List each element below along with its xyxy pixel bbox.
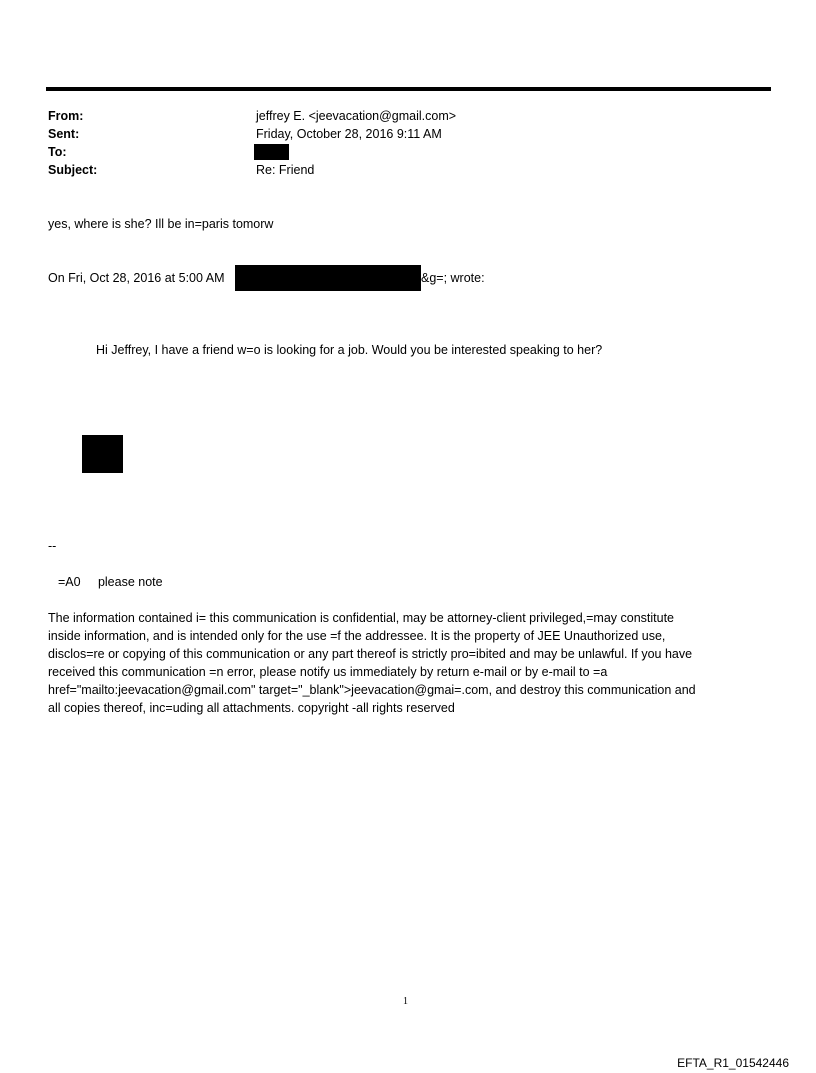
- disclaimer-line: all copies thereof, inc=uding all attachments. copyright -all rights reserved: [48, 701, 455, 715]
- disclaimer-line: href="mailto:jeevacation@gmail.com" target="_blank">jeevacation@gmai=.com, and destroy this communication and: [48, 683, 696, 697]
- disclaimer-line: inside information, and is intended only for the use =f the addressee. It is the property of JEE Unauthorized use,: [48, 629, 666, 643]
- sent-value: Friday, October 28, 2016 9:11 AM: [256, 127, 442, 141]
- confidentiality-disclaimer: [48, 609, 760, 717]
- to-label: To:: [48, 145, 67, 159]
- from-label: From:: [48, 109, 84, 123]
- subject-label: Subject:: [48, 163, 98, 177]
- from-value: jeffrey E. <jeevacation@gmail.com>: [256, 109, 457, 123]
- disclaimer-line: received this communication =n error, please notify us immediately by return e-mail or by e-mail to =a: [48, 665, 608, 679]
- header-rule: [46, 87, 771, 91]
- sender-redaction: [235, 265, 421, 291]
- to-redaction: [254, 144, 289, 160]
- signature-redaction: [82, 435, 123, 473]
- document-id: EFTA_R1_01542446: [677, 1056, 789, 1070]
- quote-intro-start: On Fri, Oct 28, 2016 at 5:00 AM: [48, 271, 225, 285]
- please-note-line: =A0 please note: [58, 575, 163, 589]
- quote-intro-end: &g=; wrote:: [421, 271, 485, 285]
- disclaimer-line: disclos=re or copying of this communication or any part thereof is strictly pro=ibited and may be unlawful. If you have: [48, 647, 693, 661]
- reply-text: yes, where is she? Ill be in=paris tomorw: [48, 217, 274, 231]
- sent-label: Sent:: [48, 127, 80, 141]
- subject-value: Re: Friend: [256, 163, 315, 177]
- page-number: 1: [403, 996, 408, 1007]
- signature-separator: --: [48, 539, 57, 553]
- quoted-message: Hi Jeffrey, I have a friend w=o is looking for a job. Would you be interested speaking to her?: [96, 343, 603, 357]
- disclaimer-line: The information contained i= this communication is confidential, may be attorney-client privileged,=may constitute: [48, 611, 675, 625]
